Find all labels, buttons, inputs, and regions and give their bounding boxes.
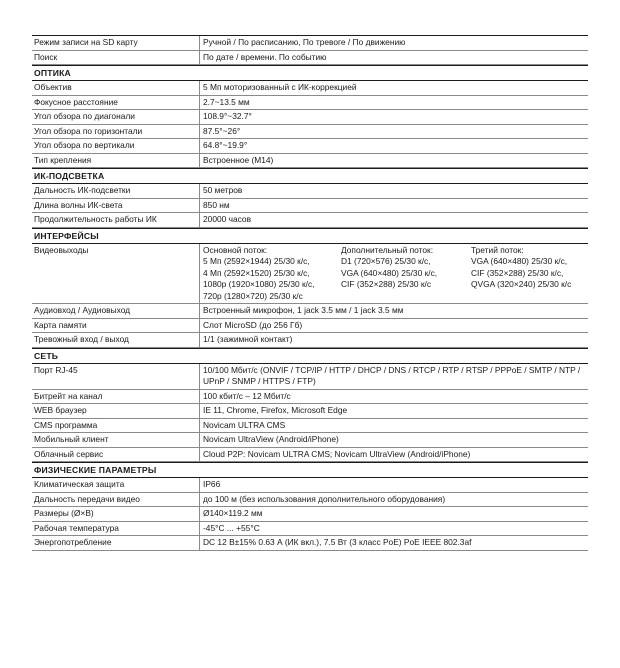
spec-row: [32, 139, 588, 154]
spec-value: Novicam UltraView (Android/iPhone): [203, 434, 339, 444]
spec-row: [32, 390, 588, 405]
spec-row: [32, 478, 588, 493]
spec-row: [32, 433, 588, 448]
stream-line: Дополнительный поток:: [341, 244, 434, 255]
spec-row: [32, 319, 588, 334]
spec-row: [32, 35, 588, 51]
stream-line: 5 Мп (2592×1944) 25/30 к/с,: [203, 256, 310, 266]
spec-key: Объектив: [32, 81, 200, 95]
stream-line: Третий поток:: [471, 244, 524, 255]
spec-value: 50 метров: [203, 185, 243, 195]
spec-value: 87.5°~26°: [203, 125, 241, 136]
spec-value: до 100 м (без использования дополнительного оборудования): [203, 493, 446, 504]
spec-row: [32, 536, 588, 551]
spec-value: -45°C ... +55°C: [203, 522, 260, 533]
spec-value: IP66: [203, 479, 221, 489]
spec-row: [32, 364, 588, 390]
spec-key: Видеовыходы: [32, 244, 200, 304]
spec-value: Ø140×119.2 мм: [203, 508, 263, 518]
section-heading-network: СЕТЬ: [32, 348, 588, 364]
spec-row: [32, 184, 588, 199]
section-heading-interfaces: ИНТЕРФЕЙСЫ: [32, 228, 588, 244]
spec-key: Размеры (Ø×В): [32, 507, 200, 521]
spec-row: [32, 154, 588, 169]
spec-value: 1/1 (зажимной контакт): [203, 334, 293, 344]
spec-key: Климатическая защита: [32, 478, 200, 492]
spec-row: [32, 448, 588, 463]
spec-row: [32, 304, 588, 319]
spec-row: [32, 125, 588, 140]
spec-value: Слот MicroSD (до 256 Гб): [203, 319, 303, 330]
stream-line: 1080p (1920×1080) 25/30 к/с,: [203, 279, 315, 289]
spec-row: [32, 81, 588, 96]
stream-line: QVGA (320×240) 25/30 к/с: [471, 279, 572, 289]
spec-key: Облачный сервис: [32, 448, 200, 462]
third-stream: [471, 245, 588, 303]
spec-key: Режим записи на SD карту: [32, 36, 200, 50]
spec-key: Угол обзора по вертикали: [32, 139, 200, 153]
spec-value: 64.8°~19.9°: [203, 140, 248, 150]
spec-row: [32, 404, 588, 419]
video-streams: [200, 244, 588, 304]
spec-value: 100 кбит/с – 12 Мбит/с: [203, 390, 291, 401]
spec-value: 2.7~13.5 мм: [203, 96, 250, 107]
spec-value: Встроенный микрофон, 1 jack 3.5 мм / 1 jack 3.5 мм: [203, 305, 404, 315]
spec-key: Дальность ИК-подсветки: [32, 184, 200, 198]
stream-line: Основной поток:: [203, 244, 268, 255]
spec-value: 20000 часов: [203, 214, 252, 224]
sub-stream: [341, 245, 471, 303]
spec-table: [32, 35, 588, 551]
spec-value: Cloud P2P: Novicam ULTRA CMS; Novicam UltraView (Android/iPhone): [203, 448, 471, 459]
spec-key: Порт RJ-45: [32, 364, 200, 389]
spec-row: [32, 333, 588, 348]
spec-key: Аудиовход / Аудиовыход: [32, 304, 200, 318]
section-heading-physical: ФИЗИЧЕСКИЕ ПАРАМЕТРЫ: [32, 462, 588, 478]
spec-key: WEB браузер: [32, 404, 200, 418]
spec-key: CMS программа: [32, 419, 200, 433]
spec-row: [32, 96, 588, 111]
spec-key: Рабочая температура: [32, 522, 200, 536]
spec-key: Энергопотребление: [32, 536, 200, 550]
stream-line: CIF (352×288) 25/30 к/с: [341, 279, 432, 289]
spec-key: Длина волны ИК-света: [32, 199, 200, 213]
spec-value: 5 Мп моторизованный с ИК-коррекцией: [203, 82, 357, 92]
spec-value: DC 12 В±15% 0.63 А (ИК вкл.), 7.5 Вт (3 класс PoE) PoE IEEE 802.3af: [203, 537, 472, 547]
spec-value: 108.9°~32.7°: [203, 111, 252, 121]
spec-value: 850 нм: [203, 199, 230, 210]
spec-value: Novicam ULTRA CMS: [203, 419, 286, 430]
spec-key: Битрейт на канал: [32, 390, 200, 404]
spec-row: [32, 493, 588, 508]
spec-key: Тип крепления: [32, 154, 200, 168]
spec-key: Угол обзора по горизонтали: [32, 125, 200, 139]
spec-row: [32, 522, 588, 537]
spec-value: 10/100 Мбит/с (ONVIF / TCP/IP / HTTP / DHCP / DNS / RTCP / RTP / RTSP / PPPoE / SMTP / NTP / UPnP / SNMP / HTTPS / FTP): [203, 364, 581, 386]
spec-row: [32, 51, 588, 66]
spec-key: Тревожный вход / выход: [32, 333, 200, 347]
stream-line: 720p (1280×720) 25/30 к/с: [203, 290, 303, 301]
stream-line: VGA (640×480) 25/30 к/с,: [341, 267, 438, 278]
spec-key: Мобильный клиент: [32, 433, 200, 447]
spec-value: Встроенное (M14): [203, 154, 274, 165]
spec-value: IE 11, Chrome, Firefox, Microsoft Edge: [203, 405, 348, 415]
spec-key: Продолжительность работы ИК: [32, 213, 200, 227]
section-heading-optics: ОПТИКА: [32, 65, 588, 81]
spec-row: [32, 213, 588, 228]
stream-line: D1 (720×576) 25/30 к/с,: [341, 256, 431, 266]
spec-key: Дальность передачи видео: [32, 493, 200, 507]
spec-key: Угол обзора по диагонали: [32, 110, 200, 124]
stream-line: 4 Мп (2592×1520) 25/30 к/с,: [203, 267, 310, 278]
stream-line: VGA (640×480) 25/30 к/с,: [471, 256, 568, 266]
spec-key: Фокусное расстояние: [32, 96, 200, 110]
spec-row: [32, 507, 588, 522]
spec-row: [32, 199, 588, 214]
stream-line: CIF (352×288) 25/30 к/с,: [471, 267, 564, 278]
spec-row-video-outputs: [32, 244, 588, 305]
section-heading-ir: ИК-ПОДСВЕТКА: [32, 168, 588, 184]
spec-row: [32, 110, 588, 125]
main-stream: [203, 245, 341, 303]
spec-key: Карта памяти: [32, 319, 200, 333]
spec-row: [32, 419, 588, 434]
spec-key: Поиск: [32, 51, 200, 65]
spec-value: По дате / времени. По событию: [203, 51, 327, 62]
spec-value: Ручной / По расписанию, По тревоге / По движению: [203, 37, 406, 47]
